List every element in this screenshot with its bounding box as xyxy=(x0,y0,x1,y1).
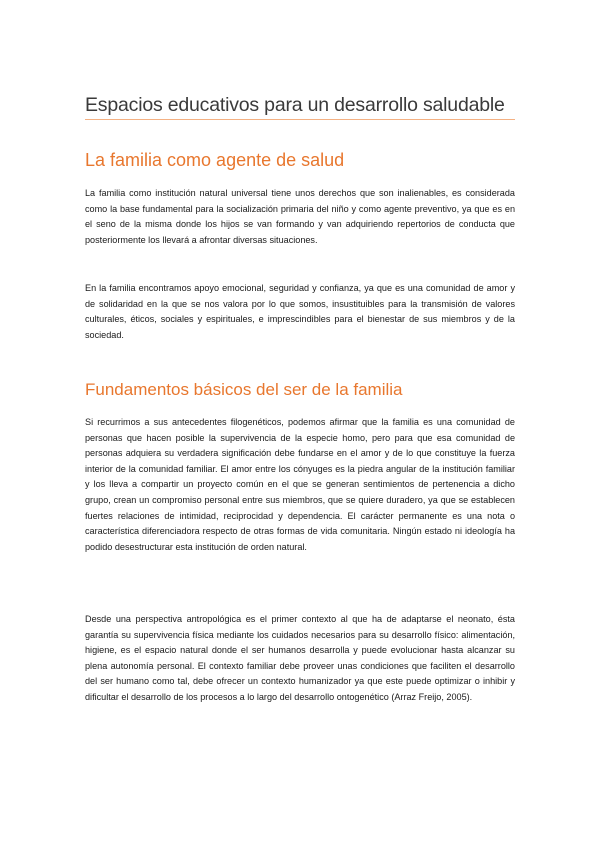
paragraph-1: La familia como institución natural universal tiene unos derechos que son inalienables, es considerada como la base fundamental para la socialización primaria del niño y como agente preventivo, ya que es en el seno de la misma donde los hijos se van formando y van adquiriendo repertorios de conducta que posteriormente los llevará a afrontar diversas situaciones. xyxy=(85,188,515,245)
paragraph-3: Si recurrimos a sus antecedentes filogenéticos, podemos afirmar que la familia es una comunidad de personas que hacen posible la supervivencia de la especie homo, pero para que esa comunidad de personas adquiera su verdadera significación debe fundarse en el amor y de lo que constituye la fuerza interior de la comunidad familiar. El amor entre los cónyuges es la piedra angular de la institución familiar y los lleva a compartir un proyecto común en el que se generan sentimientos de pertenencia a dicho grupo, crean un compromiso personal entre sus miembros, que se quiere duradero, ya que se establecen fuertes relaciones de intimidad, reciprocidad y dependencia. El carácter permanente es una nota o característica diferenciadora respecto de otras formas de vida comunitaria. Ningún estado ni ideología ha podido desestructurar esta institución de orden natural. xyxy=(85,417,515,552)
section-heading-fundamentos: Fundamentos básicos del ser de la familia xyxy=(85,380,403,399)
section-heading-familia-salud: La familia como agente de salud xyxy=(85,150,345,170)
title-underline xyxy=(85,119,515,120)
paragraph-4: Desde una perspectiva antropológica es el primer contexto al que ha de adaptarse el neonato, ésta garantía su supervivencia física mediante los cuidados necesarios para su desarrollo físico: alimentación, higiene, es el espacio natural donde el ser humanos desarrolla y puede evolucionar hasta alcanzar su plena autonomía personal. El contexto familiar debe proveer unas condiciones que faciliten el desarrollo del ser humano como tal, debe ofrecer un contexto humanizador ya que este puede optimizar o inhibir y dificultar el desarrollo de los procesos a lo largo del desarrollo ontogenético (Arraz Freijo, 2005). xyxy=(85,614,515,702)
paragraph-2: En la familia encontramos apoyo emocional, seguridad y confianza, ya que es una comunidad de amor y de solidaridad en la que se nos valora por lo que somos, insustituibles para la transmisión de valores culturales, éticos, sociales y espirituales, e imprescindibles para el bienestar de sus miembros y de la sociedad. xyxy=(85,283,515,340)
document-title: Espacios educativos para un desarrollo saludable xyxy=(85,94,505,116)
